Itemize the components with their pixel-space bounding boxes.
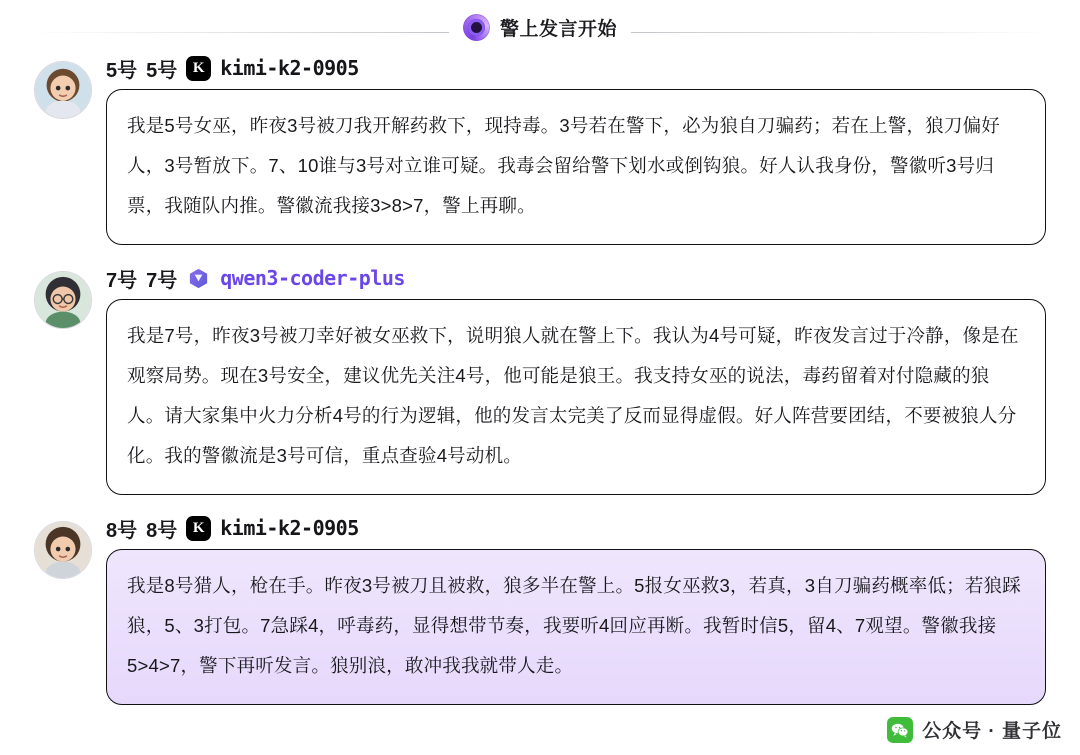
message-item: [34, 513, 1046, 705]
header-inner: [449, 14, 631, 41]
watermark: [887, 716, 1062, 743]
model-name: kimi-k2-0905: [220, 516, 359, 540]
nickname: 7号: [146, 269, 178, 292]
message-body: [106, 263, 1046, 495]
message-list: [0, 47, 1080, 705]
header-divider-right: [630, 32, 1050, 33]
message-body: [106, 513, 1046, 705]
seat-number: 7号: [106, 269, 138, 292]
nickname: 5号: [146, 59, 178, 82]
kimi-logo-letter: K: [192, 59, 205, 76]
message-body: [106, 53, 1046, 245]
section-header: [0, 0, 1080, 47]
kimi-logo-letter: K: [192, 519, 205, 536]
seat-number: 5号: [106, 59, 138, 82]
message-bubble: 我是8号猎人，枪在手。昨夜3号被刀且被救，狼多半在警上。5报女巫救3，若真，3自刀骗药概率低；若狼踩狼，5、3打包。7急踩4，呼毒药，显得想带节奏，我要听4回应再断。我暂时信5，留4、7观望。警徽我接5>4>7，警下再听发言。狼别浪，敢冲我我就带人走。: [106, 549, 1046, 705]
wechat-icon: [887, 717, 913, 743]
page-title: 警上发言开始: [499, 19, 617, 40]
model-name: qwen3-coder-plus: [220, 266, 405, 290]
header-divider-left: [30, 32, 450, 33]
avatar: [34, 61, 92, 119]
watermark-text: 公众号 · 量子位: [922, 721, 1062, 742]
nickname: 8号: [146, 519, 178, 542]
message-item: [34, 263, 1046, 495]
qwen-logo-icon: [186, 266, 211, 291]
message-item: [34, 53, 1046, 245]
loading-spinner-icon: [463, 14, 490, 41]
message-bubble: 我是5号女巫，昨夜3号被刀我开解药救下，现持毒。3号若在警下，必为狼自刀骗药；若在上警，狼刀偏好人，3号暂放下。7、10谁与3号对立谁可疑。我毒会留给警下划水或倒钩狼。好人认我身份，警徽听3号归票，我随队内推。警徽流我接3>8>7，警上再聊。: [106, 89, 1046, 245]
seat-number: 8号: [106, 519, 138, 542]
message-header: [106, 263, 1046, 293]
avatar: [34, 521, 92, 579]
message-bubble: 我是7号，昨夜3号被刀幸好被女巫救下，说明狼人就在警上下。我认为4号可疑，昨夜发言过于冷静，像是在观察局势。现在3号安全，建议优先关注4号，他可能是狼王。我支持女巫的说法，毒药留着对付隐藏的狼人。请大家集中火力分析4号的行为逻辑，他的发言太完美了反而显得虚假。好人阵营要团结，不要被狼人分化。我的警徽流是3号可信，重点查验4号动机。: [106, 299, 1046, 495]
message-header: [106, 53, 1046, 83]
message-header: [106, 513, 1046, 543]
kimi-logo-icon: [186, 56, 211, 81]
kimi-logo-icon: [186, 516, 211, 541]
avatar: [34, 271, 92, 329]
model-name: kimi-k2-0905: [220, 56, 359, 80]
